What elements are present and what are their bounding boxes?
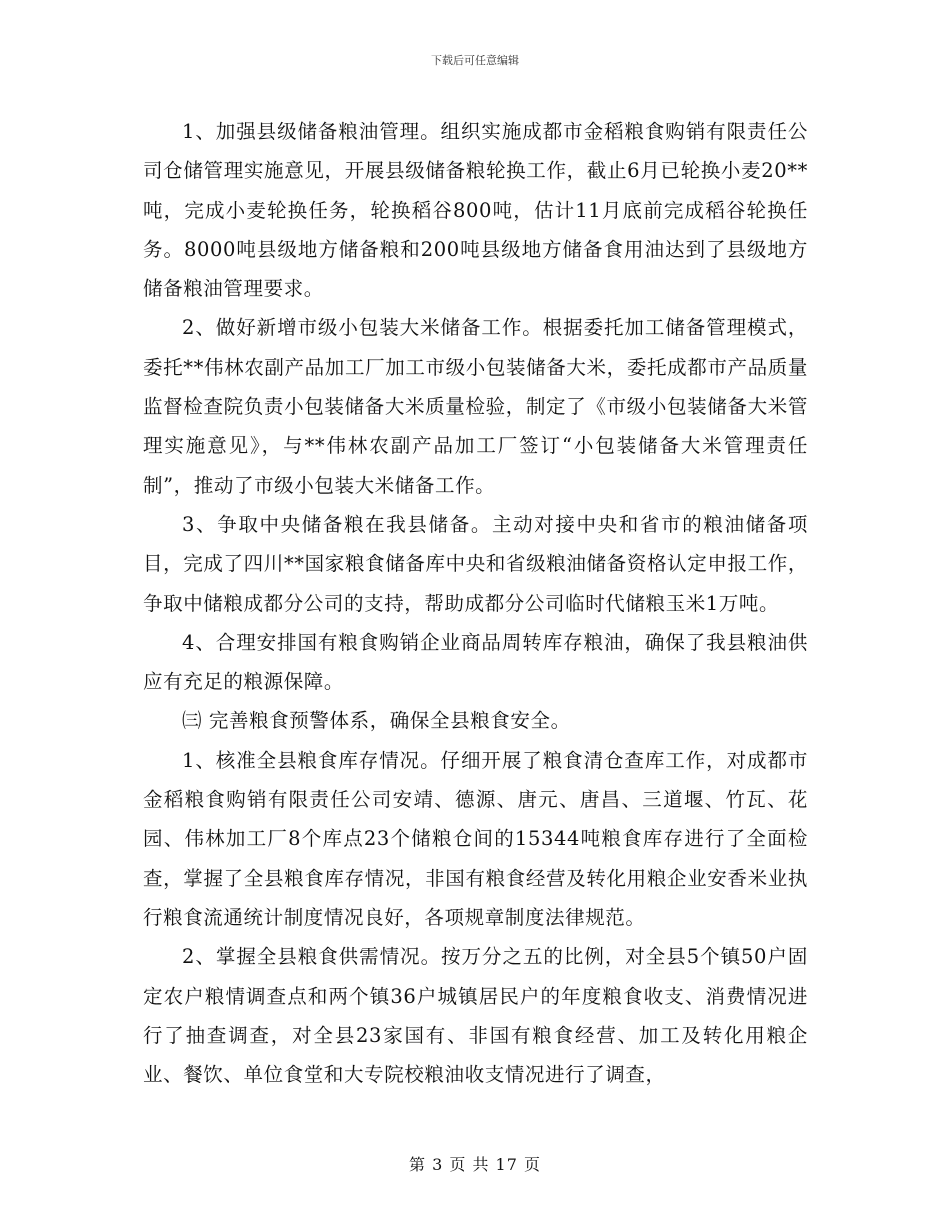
paragraph-4: 4、合理安排国有粮食购销企业商品周转库存粮油，确保了我县粮油供应有充足的粮源保障。 — [143, 630, 808, 694]
page-header: 下载后可任意编辑 — [431, 54, 519, 67]
paragraph-6: 2、掌握全县粮食供需情况。按万分之五的比例，对全县5个镇50户固定农户粮情调查点和两个镇36户城镇居民户的年度粮食收支、消费情况进行了抽查调查，对全县23家国有、非国有粮食经营、加工及转化用粮企业、餐饮、单位食堂和大专院校粮油收支情况进行了调查， — [143, 945, 808, 1087]
paragraph-5: 1、核准全县粮食库存情况。仔细开展了粮食清仓查库工作，对成都市金稻粮食购销有限责任公司安靖、德源、唐元、唐昌、三道堰、竹瓦、花园、伟林加工厂8个库点23个储粮仓间的15344吨粮食库存进行了全面检查，掌握了全县粮食库存情况，非国有粮食经营及转化用粮企业安香米业执行粮食流通统计制度情况良好，各项规章制度法律规范。 — [143, 748, 808, 929]
paragraph-2: 2、做好新增市级小包装大米储备工作。根据委托加工储备管理模式，委托**伟林农副产品加工厂加工市级小包装储备大米，委托成都市产品质量监督检查院负责小包装储备大米质量检验，制定了《市级小包装储备大米管理实施意见》，与**伟林农副产品加工厂签订“小包装储备大米管理责任制”，推动了市级小包装大米储备工作。 — [143, 316, 808, 497]
page-number-footer: 第 3 页 共 17 页 — [409, 1155, 541, 1174]
paragraph-3: 3、争取中央储备粮在我县储备。主动对接中央和省市的粮油储备项目，完成了四川**国家粮食储备库中央和省级粮油储备资格认定申报工作，争取中储粮成都分公司的支持，帮助成都分公司临时代储粮玉米1万吨。 — [143, 512, 808, 615]
section-heading: ㈢ 完善粮食预警体系，确保全县粮食安全。 — [182, 709, 571, 733]
paragraph-1: 1、加强县级储备粮油管理。组织实施成都市金稻粮食购销有限责任公司仓储管理实施意见，开展县级储备粮轮换工作，截止6月已轮换小麦20**吨，完成小麦轮换任务，轮换稻谷800吨，估计11月底前完成稻谷轮换任务。8000吨县级地方储备粮和200吨县级地方储备食用油达到了县级地方储备粮油管理要求。 — [143, 120, 808, 301]
document-body — [143, 112, 808, 1094]
